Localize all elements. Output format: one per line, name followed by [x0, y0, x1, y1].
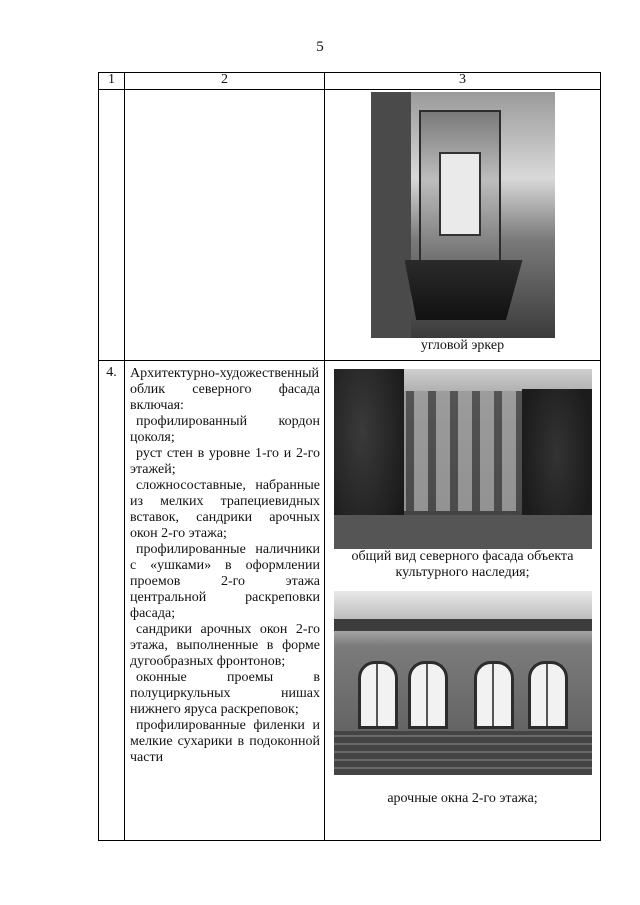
description-item: сложносоставные, набранные из мелких трапециевидных вставок, сандрики арочных окон 2-го этажа; [130, 478, 320, 541]
row-number-cell [99, 90, 125, 361]
column-header-2: 2 [125, 73, 325, 90]
image-caption: арочные окна 2-го этажа; [387, 791, 538, 806]
description-cell [125, 90, 325, 361]
page-number: 5 [316, 39, 324, 55]
table-header-row [99, 73, 601, 90]
description-item: сандрики арочных окон 2-го этажа, выполненные в форме дугообразных фронтонов; [130, 622, 320, 669]
arched-windows-photo [334, 591, 592, 775]
table-row-4 [99, 361, 601, 841]
row-number: 4. [99, 361, 125, 841]
description-item: руст стен в уровне 1-го и 2-го этажей; [130, 446, 320, 477]
table-row-continued [99, 90, 601, 361]
image-cell [325, 90, 601, 361]
corner-bay-window-photo [371, 92, 555, 338]
description-item: оконные проемы в полуциркульных нишах нижнего яруса раскреповок; [130, 670, 320, 717]
description-cell [125, 361, 325, 841]
column-header-1: 1 [99, 73, 125, 90]
image-caption: угловой эркер [420, 338, 505, 353]
column-header-3: 3 [325, 73, 601, 90]
description-item: профилированные филенки и мелкие сухарики в подоконной части [130, 718, 320, 765]
north-facade-photo [334, 369, 592, 549]
image-cell [325, 361, 601, 841]
heritage-table [98, 72, 601, 841]
image-caption: общий вид северного фасада объекта культурного наследия; [351, 549, 574, 580]
description-item: профилированные наличники с «ушками» в оформлении проемов 2-го этажа центральной раскреповки фасада; [130, 542, 320, 621]
description-heading: Архитектурно-художественный облик северного фасада включая: [130, 366, 320, 413]
description-item: профилированный кордон цоколя; [130, 414, 320, 445]
